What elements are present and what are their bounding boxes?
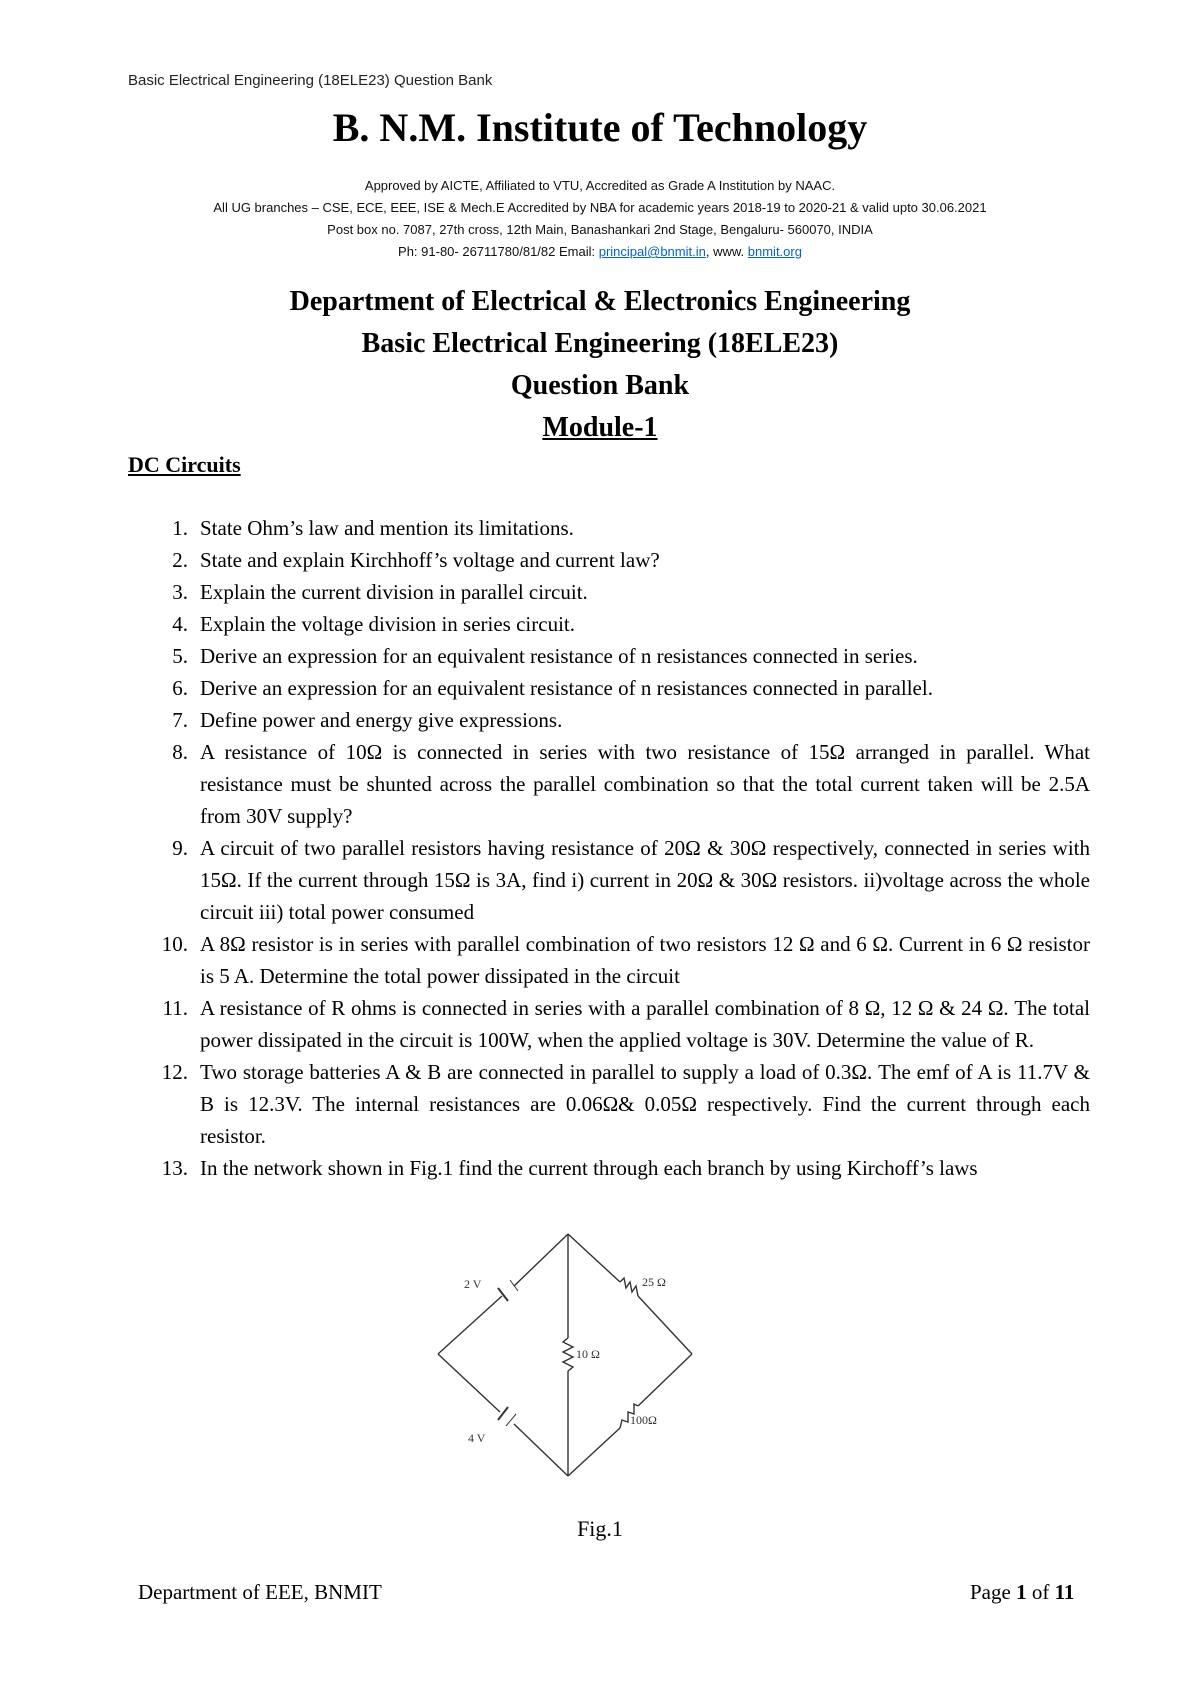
phone-text: Ph: 91-80- 26711780/81/82 Email: (398, 244, 599, 259)
institute-name: B. N.M. Institute of Technology (332, 105, 868, 150)
course-heading: Basic Electrical Engineering (18ELE23) (361, 328, 839, 359)
approval-line: Approved by AICTE, Affiliated to VTU, Accredited as Grade A Institution by NAAC. (364, 178, 836, 193)
question-item (128, 704, 1090, 736)
question-text: Derive an expression for an equivalent resistance of n resistances connected in parallel. (200, 676, 933, 700)
question-text: Derive an expression for an equivalent resistance of n resistances connected in series. (200, 644, 918, 668)
question-text: Two storage batteries A & B are connected in parallel to supply a load of 0.3Ω. The emf of A is 11.7V & B is 12.3V. The internal resistances are 0.06Ω& 0.05Ω respectively. Find the current through each resistor. (200, 1060, 1090, 1148)
question-item (128, 672, 1090, 704)
question-number: 9. (172, 836, 188, 860)
section-title: DC Circuits (128, 452, 241, 477)
contact-line (0, 244, 1200, 259)
question-text: State and explain Kirchhoff’s voltage and current law? (200, 548, 660, 572)
resistor-10-zigzag (563, 1338, 573, 1371)
question-number: 5. (172, 644, 188, 668)
page-total: 11 (1054, 1580, 1075, 1604)
page-word: Page (970, 1580, 1017, 1604)
question-item (128, 736, 1090, 832)
question-number: 1. (172, 516, 188, 540)
question-item (128, 832, 1090, 928)
question-text: Define power and energy give expressions. (200, 708, 563, 732)
wire (514, 1234, 568, 1286)
question-number: 7. (172, 708, 188, 732)
question-number: 4. (172, 612, 188, 636)
label-4v: 4 V (468, 1431, 486, 1445)
of-word: of (1026, 1580, 1055, 1604)
wire (638, 1296, 692, 1354)
question-text: A resistance of R ohms is connected in series with a parallel combination of 8 Ω, 12 Ω & 24 Ω. The total power dissipated in the circuit is 100W, when the applied voltage is 30V. Determine the value of R. (200, 996, 1090, 1052)
question-text: In the network shown in Fig.1 find the current through each branch by using Kirchoff’s laws (200, 1156, 978, 1180)
question-item (128, 992, 1090, 1056)
question-item (128, 608, 1090, 640)
question-item (128, 1152, 1090, 1184)
running-header: Basic Electrical Engineering (18ELE23) Question Bank (128, 72, 493, 89)
label-100-ohm: 100Ω (630, 1413, 657, 1427)
wire (514, 1424, 568, 1476)
wire (568, 1428, 620, 1476)
module-heading-wrap (0, 412, 1200, 444)
question-item (128, 1056, 1090, 1152)
question-item (128, 576, 1090, 608)
battery-4v-plate (498, 1407, 508, 1420)
label-25-ohm: 25 Ω (642, 1275, 666, 1289)
question-number: 8. (172, 740, 188, 764)
question-item (128, 640, 1090, 672)
question-number: 3. (172, 580, 188, 604)
nba-line: All UG branches – CSE, ECE, EEE, ISE & Mech.E Accredited by NBA for academic years 2018-19 to 2020-21 & valid upto 30.06.2021 (213, 200, 987, 215)
wire (438, 1354, 500, 1412)
label-10-ohm: 10 Ω (576, 1347, 600, 1361)
wire (568, 1234, 620, 1282)
figure-caption: Fig.1 (577, 1516, 623, 1541)
question-number: 11. (162, 996, 188, 1020)
label-2v: 2 V (464, 1277, 482, 1291)
question-text: Explain the current division in parallel circuit. (200, 580, 588, 604)
question-text: A resistance of 10Ω is connected in series with two resistance of 15Ω arranged in parallel. What resistance must be shunted across the parallel combination so that the total current taken will be 2.5A from 30V supply? (200, 740, 1090, 828)
question-item (128, 512, 1090, 544)
question-number: 2. (172, 548, 188, 572)
question-number: 13. (161, 1156, 188, 1180)
footer-department: Department of EEE, BNMIT (138, 1580, 382, 1604)
module-heading: Module-1 (542, 412, 658, 443)
question-number: 10. (161, 932, 188, 956)
wire (638, 1354, 692, 1406)
wire (438, 1296, 502, 1354)
resistor-25-zigzag (620, 1278, 638, 1296)
department-heading: Department of Electrical & Electronics Engineering (289, 286, 911, 317)
question-text: Explain the voltage division in series circuit. (200, 612, 575, 636)
page-number (970, 1580, 1074, 1605)
battery-2v-plate (510, 1280, 518, 1291)
page-current: 1 (1016, 1580, 1027, 1604)
question-number: 6. (172, 676, 188, 700)
question-text: A 8Ω resistor is in series with parallel combination of two resistors 12 Ω and 6 Ω. Current in 6 Ω resistor is 5 A. Determine the total power dissipated in the circuit (200, 932, 1090, 988)
question-item (128, 544, 1090, 576)
website-link[interactable]: bnmit.org (747, 244, 802, 259)
circuit-diagram (430, 1224, 730, 1494)
question-text: State Ohm’s law and mention its limitations. (200, 516, 574, 540)
question-number: 12. (161, 1060, 188, 1084)
doc-type-heading: Question Bank (510, 370, 690, 401)
email-link[interactable]: principal@bnmit.in (598, 244, 706, 259)
question-item (128, 928, 1090, 992)
web-prefix: , www. (705, 244, 748, 259)
question-list (128, 512, 1090, 1184)
address-line: Post box no. 7087, 27th cross, 12th Main, Banashankari 2nd Stage, Bengaluru- 560070, INDIA (327, 222, 873, 237)
question-text: A circuit of two parallel resistors having resistance of 20Ω & 30Ω respectively, connected in series with 15Ω. If the current through 15Ω is 3A, find i) current in 20Ω & 30Ω resistors. ii)voltage across the whole circuit iii) total power consumed (200, 836, 1090, 924)
